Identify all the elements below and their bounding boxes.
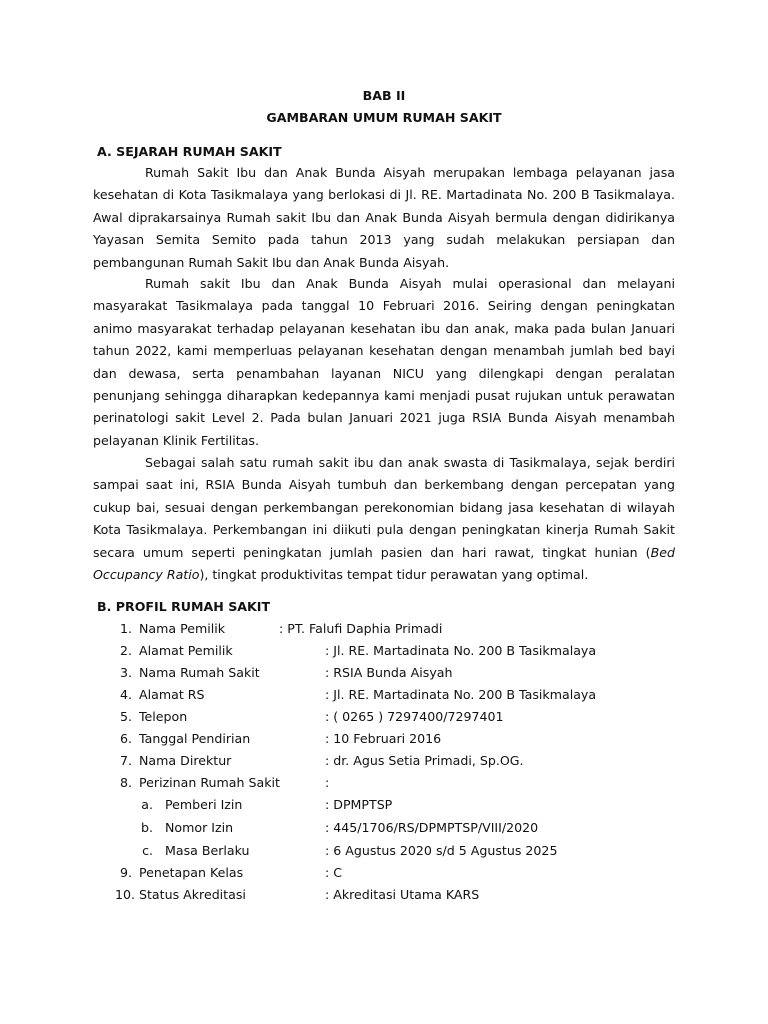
section-a-paragraph-2: Rumah sakit Ibu dan Anak Bunda Aisyah mulai operasional dan melayani masyarakat Tasikmalaya pada tanggal 10 Februari 2016. Seiring dengan peningkatan animo masyarakat terhadap pelayanan kesehatan ibu dan anak, maka pada bulan Januari tahun 2022, kami memperluas pelayanan kesehatan dengan menambah jumlah bed bayi dan dewasa, serta penambahan layanan NICU yang dilengkapi dengan peralatan penunjang sehingga diharapkan kedepannya kami menjadi pusat rujukan untuk perawatan perinatologi sakit Level 2. Pada bulan Januari 2021 juga RSIA Bunda Aisyah menambah pelayanan Klinik Fertilitas. (93, 276, 675, 448)
section-a-title: A. SEJARAH RUMAH SAKIT (97, 144, 282, 159)
chapter-number: BAB II (362, 88, 406, 103)
bed-occupancy-ratio-term: Bed Occupancy Ratio (93, 544, 675, 583)
section-b-title: B. PROFIL RUMAH SAKIT (97, 599, 271, 614)
section-a-paragraph-3: Sebagai salah satu rumah sakit ibu dan anak swasta di Tasikmalaya, sejak berdiri sampai saat ini, RSIA Bunda Aisyah tumbuh dan berkembang dengan percepatan yang cukup bai, sesuai dengan perkembangan perekonomian bidang jasa kesehatan di wilayah Kota Tasikmalaya. Perkembangan ini diikuti pula dengan peningkatan kinerja Rumah Sakit secara umum seperti peningkatan jumlah pasien dan hari rawat, tingkat hunian (Bed Occupancy Ratio), tingkat produktivitas tempat tidur perawatan yang optimal. (93, 455, 675, 583)
section-a-paragraph-1: Rumah Sakit Ibu dan Anak Bunda Aisyah merupakan lembaga pelayanan jasa kesehatan di Kota Tasikmalaya yang berlokasi di Jl. RE. Martadinata No. 200 B Tasikmalaya. Awal diprakarsainya Rumah sakit Ibu dan Anak Bunda Aisyah bermula dengan didirikanya Yayasan Semita Semito pada tahun 2013 yang sudah melakukan persiapan dan pembangunan Rumah Sakit Ibu dan Anak Bunda Aisyah. (93, 165, 675, 270)
chapter-title: GAMBARAN UMUM RUMAH SAKIT (266, 110, 502, 125)
document-page: BAB II GAMBARAN UMUM RUMAH SAKIT A. SEJARAH RUMAH SAKIT Rumah Sakit Ibu dan Anak Bunda Aisyah merupakan lembaga pelayanan jasa kesehatan di Kota Tasikmalaya yang berlokasi di Jl. RE. Martadinata No. 200 B Tasikmalaya. Awal diprakarsainya Rumah sakit Ibu dan Anak Bunda Aisyah bermula dengan didirikanya Yayasan Semita Semito pada tahun 2013 yang sudah melakukan persiapan dan pembangunan Rumah Sakit Ibu dan Anak Bunda Aisyah. Rumah sakit Ibu dan Anak Bunda Aisyah mulai operasional dan melayani masyarakat Tasikmalaya pada tanggal 10 Februari 2016. Seiring dengan peningkatan animo masyarakat terhadap pelayanan kesehatan ibu dan anak, maka pada bulan Januari tahun 2022, kami memperluas pelayanan kesehatan dengan menambah jumlah bed bayi dan dewasa, serta penambahan layanan NICU yang dilengkapi dengan peralatan penunjang sehingga diharapkan kedepannya kami menjadi pusat rujukan untuk perawatan perinatologi sakit Level 2. Pada bulan Januari 2021 juga RSIA Bunda Aisyah menambah pelayanan Klinik Fertilitas. Sebagai salah satu rumah sakit ibu dan anak swasta di Tasikmalaya, sejak berdiri sampai saat ini, RSIA Bunda Aisyah tumbuh dan berkembang dengan percepatan yang cukup bai, sesuai dengan perkembangan perekonomian bidang jasa kesehatan di wilayah Kota Tasikmalaya. Perkembangan ini diikuti pula dengan peningkatan kinerja Rumah Sakit secara umum seperti peningkatan jumlah pasien dan hari rawat, tingkat hunian (Bed Occupancy Ratio), tingkat produktivitas tempat tidur perawatan yang optimal. B. PROFIL RUMAH SAKIT 1. Nama Pemilik : PT. Falufi Daphia Primadi 2. Alamat Pemilik : Jl. RE. Martadinata No. 200 B Tasikmalaya 3. Nama Rumah Sakit : RSIA Bunda Aisyah 4. Alamat RS : Jl. RE. Martadinata No. 200 B Tasikmalaya 5. Telepon : ( 0265 ) 7297400/7297401 6. Tanggal Pendirian : 10 Februari 2016 7. Nama Direktur : dr. Agus Setia Primadi, Sp.OG. 8. Perizinan Rumah Sakit : a. Pemberi Izin : DPMPTSP b. Nomor Izin : 445/1706/RS/DPMPTSP/VIII/2020 c. Masa Berlaku : 6 Agustus 2020 s/d 5 Agustus 2025 9. Penetapan Kelas : C 10. Status Akreditasi : Akreditasi Utama KARS (0, 0, 768, 1024)
